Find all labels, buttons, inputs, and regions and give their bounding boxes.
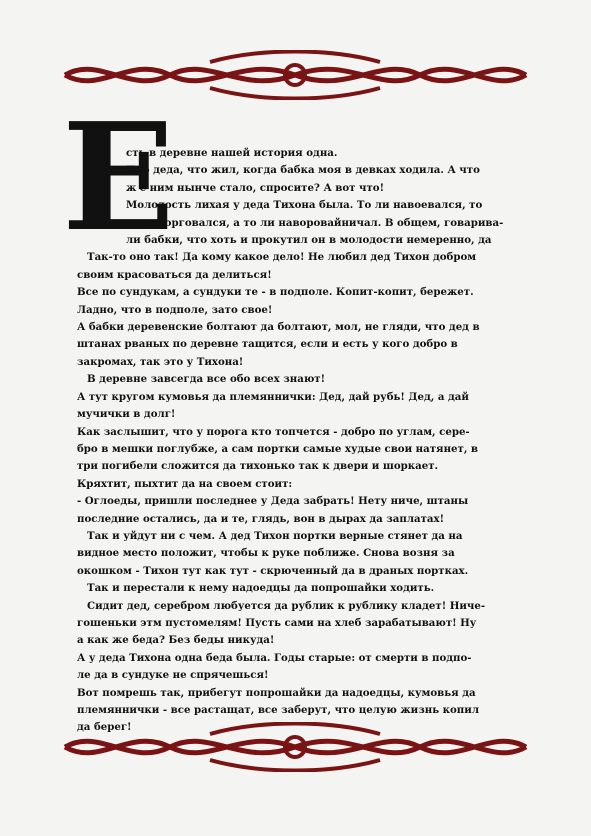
bottom-ornament xyxy=(60,722,531,772)
text-line: Сидит дед, серебром любуется да рублик к рублику кладет! Ниче- xyxy=(87,599,486,612)
text-line: Вот помрешь так, прибегут попрошайки да надоедцы, кумовья да xyxy=(77,686,476,699)
text-line: А у деда Тихона одна беда была. Годы старые: от смерти в подпо- xyxy=(77,651,472,664)
text-line: ж с ним нынче стало, спросите? А вот что! xyxy=(126,181,385,194)
text-line: а как же беда? Без беды никуда! xyxy=(77,634,275,647)
text-line: ли бабки, что хоть и прокутил он в молодости немеренно, да xyxy=(126,234,492,247)
knot-border xyxy=(65,724,526,771)
text-line: Так и перестали к нему надоедцы да попрошайки ходить. xyxy=(87,582,435,595)
text-line: гошеньки этм пустомелям! Пусть сами на хлеб зарабатывают! Ну xyxy=(77,616,477,629)
text-line: окошком - Тихон тут как тут - скрюченный да в драных портках. xyxy=(77,564,469,577)
text-line: Все по сундукам, а сундуки те - в подполе. Копит-копит, бережет. xyxy=(77,286,474,299)
text-line: ли наторговался, а то ли наворовайничал. В общем, говарива- xyxy=(126,216,504,229)
text-line: - Оглоеды, пришли последнее у Деда забрать! Нету ниче, штаны xyxy=(77,495,469,508)
text-line: мучички в долг! xyxy=(77,408,176,421)
text-line: своим красоваться да делиться! xyxy=(77,268,272,281)
text-line: ле да в сундуке не спрячешься! xyxy=(77,669,269,682)
text-line: бро в мешки поглубже, а сам портки самые худые свои натянет, в xyxy=(77,442,478,455)
text-line: В деревне завсегда все обо всех знают! xyxy=(87,373,326,386)
text-line: закромах, так это у Тихона! xyxy=(77,355,244,368)
text-line: три погибели сложится да тихонько так к двери и шоркает. xyxy=(77,460,439,473)
text-line: да берег! xyxy=(77,721,132,734)
text-line: Ладно, что в подполе, зато свое! xyxy=(77,303,273,316)
text-line: Молодость лихая у деда Тихона была. То ли навоевался, то xyxy=(126,199,483,212)
text-line: А тут кругом кумовья да племяннички: Дед, дай рубь! Дед, а дай xyxy=(77,390,469,403)
text-line: Так-то оно так! Да кому какое дело! Не любил дед Тихон добром xyxy=(87,251,477,264)
drop-cap: Е xyxy=(62,90,175,264)
text-line: Так и уйдут ни с чем. А дед Тихон портки верные стянет да на xyxy=(87,529,463,542)
text-line: штанах рваных по деревне тащится, если и есть у кого добро в xyxy=(77,338,458,351)
story-text xyxy=(77,145,522,737)
text-line: сть в деревне нашей история одна. xyxy=(126,147,338,159)
text-line: последние остались, да и те, глядь, вон в дырах да заплатах! xyxy=(77,512,445,525)
text-line: А бабки деревенские болтают да болтают, мол, не гляди, что дед в xyxy=(77,321,480,334)
text-line: Про деда, что жил, когда бабка моя в девках ходила. А что xyxy=(126,164,480,177)
text-line: Кряхтит, пыхтит да на своем стоит: xyxy=(77,477,293,490)
text-line: Как заслышит, что у порога кто топчется - добро по углам, сере- xyxy=(77,425,470,438)
text-line: видное место положит, чтобы к руке поближе. Снова возня за xyxy=(77,547,455,560)
text-line: племяннички - все растащат, все заберут, что целую жизнь копил xyxy=(77,704,480,716)
